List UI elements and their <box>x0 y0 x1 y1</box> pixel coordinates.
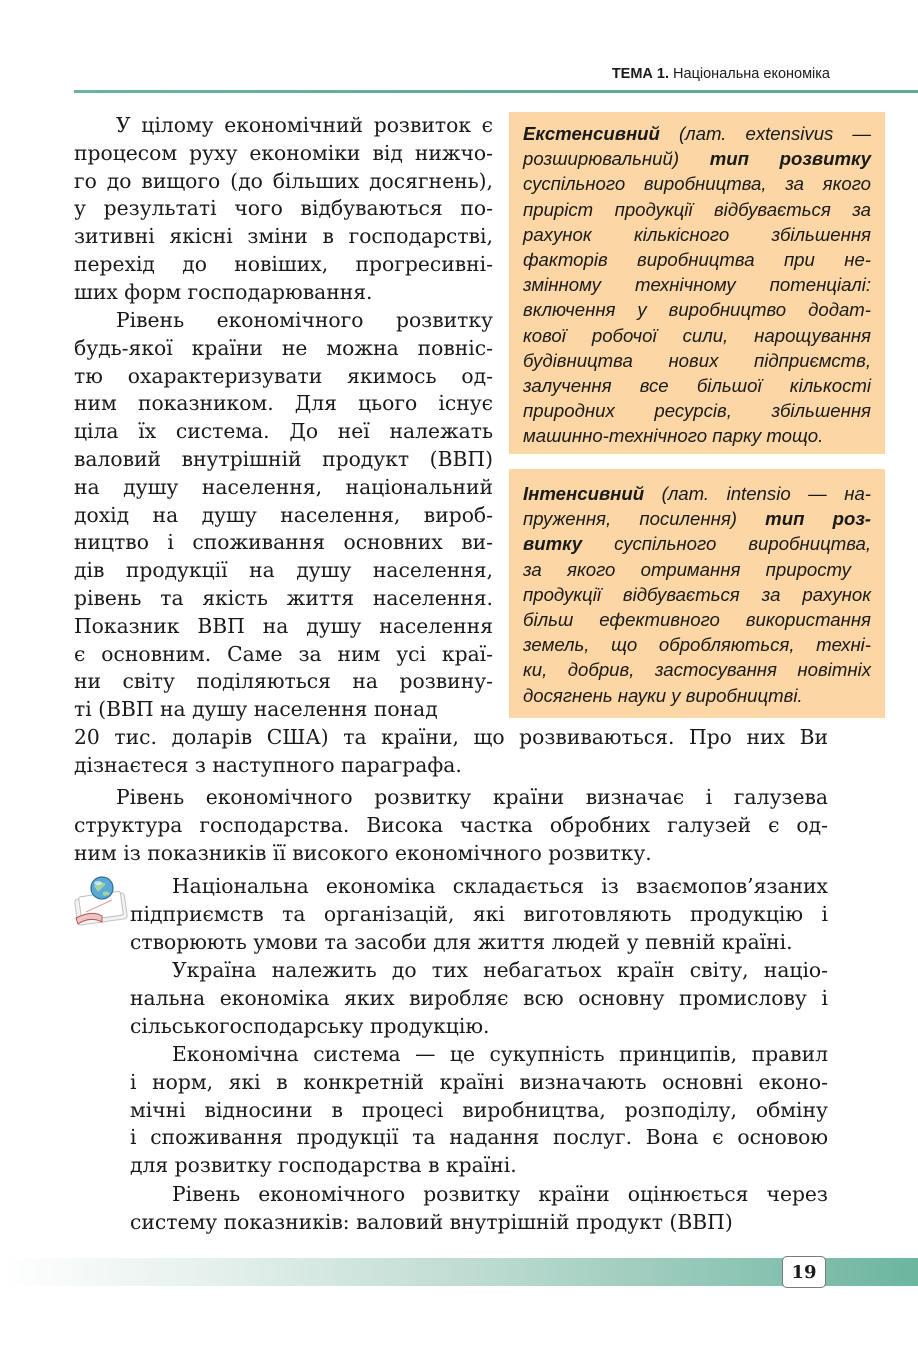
definition-text: рахунок кількісного збільшення <box>523 223 871 245</box>
text-line: перехід до новіших, прогресивні- <box>74 251 493 276</box>
text-line: для розвитку господарства в країні. <box>130 1153 517 1178</box>
definition-line <box>523 373 871 398</box>
defined-term: Екстенсивний <box>523 123 660 144</box>
text-line: тю охарактеризувати якимось од- <box>74 363 493 388</box>
definition-text: (лат. extensivus — <box>659 123 871 144</box>
text-line: ни світу поділяються на розвину- <box>74 669 493 694</box>
text-line: нальна економіка яких виробляє всю основну промислову і <box>130 985 828 1010</box>
definition-line <box>523 582 871 607</box>
text-line: підприємств та організацій, які виготовляють продукцію і <box>130 901 828 926</box>
text-line: Україна належить до тих небагатьох країн світу, націо- <box>172 958 828 982</box>
paragraph-development-level <box>74 307 493 724</box>
text-line: валовий внутрішній продукт (ВВП) <box>74 446 493 471</box>
definition-line <box>523 683 871 708</box>
definition-text: розширювальний) <box>523 148 710 170</box>
text-line: структура господарства. Висока частка обробних галузей є од- <box>74 812 828 837</box>
summary-indicators <box>130 1181 828 1237</box>
text-line: ним із показників її високого економічного розвитку. <box>74 840 652 865</box>
definition-line <box>523 632 871 657</box>
defined-term: витку <box>523 533 583 555</box>
paragraph-economic-development <box>74 112 493 307</box>
defined-phrase: тип розвитку <box>709 148 871 170</box>
definition-text: змінному технічному потенціалі: <box>523 274 871 296</box>
text-line: Рівень економічного розвитку країни оцінюється через <box>172 1182 828 1206</box>
definition-line <box>523 323 871 348</box>
text-line: дів продукції на душу населення, <box>74 558 493 583</box>
definition-text: земель, що обробляються, техні- <box>523 634 871 656</box>
text-line: і споживання продукції та надання послуг. Вона є основою <box>130 1125 828 1150</box>
definition-text: включення у виробництво додат- <box>523 299 871 321</box>
text-line: Рівень економічного розвитку <box>116 308 493 332</box>
text-line: ціла їх система. До неї належать <box>74 419 493 444</box>
text-line: Національна економіка складається із взаємопов’язаних <box>172 874 828 898</box>
text-line: у результаті чого відбуваються по- <box>74 196 493 221</box>
text-line: мічні відносини в процесі виробництва, розподілу, обміну <box>130 1097 828 1122</box>
text-line: рівень та якість життя населення. <box>74 585 493 610</box>
definition-line <box>523 657 871 682</box>
definition-text: природних ресурсів, збільшення <box>523 400 871 422</box>
definition-line <box>523 247 871 272</box>
text-line: є основним. Саме за ним усі краї- <box>74 641 493 666</box>
text-line: Показник ВВП на душу населення <box>74 613 493 638</box>
text-line: Економічна система — це сукупність принципів, правил <box>172 1042 828 1066</box>
definition-line <box>523 531 871 556</box>
text-line: дохід на душу населення, вироб- <box>74 502 493 527</box>
text-line: ших форм господарювання. <box>74 279 373 304</box>
definition-line <box>523 348 871 373</box>
definition-line <box>523 197 871 222</box>
text-line: на душу населення, національний <box>74 474 493 499</box>
definition-text: досягнень науки у виробництві. <box>523 684 803 706</box>
text-line: У цілому економічний розвиток є <box>116 113 493 137</box>
definition-text: залучення все більшої кількості <box>523 375 871 397</box>
summary-ukraine <box>130 957 828 1040</box>
paragraph-development-level-tail <box>74 724 828 780</box>
definition-line <box>523 121 871 146</box>
defined-phrase: тип роз- <box>765 508 872 530</box>
text-line: і норм, які в конкретній країні визначають основні еконо- <box>130 1069 828 1094</box>
definition-extensive <box>509 112 885 454</box>
definition-line <box>523 146 871 171</box>
definition-text: (лат. intensio — на- <box>644 483 871 504</box>
text-line: будь-якої країни не можна повніс- <box>74 335 493 360</box>
footer-bar <box>0 1258 918 1286</box>
definition-line <box>523 222 871 247</box>
definition-text: будівництва нових підприємств, <box>523 349 871 371</box>
definition-line <box>523 557 871 582</box>
definition-text: продукції відбувається за рахунок <box>523 583 871 605</box>
definition-text: факторів виробництва при не- <box>523 249 871 271</box>
text-line: сільськогосподарську продукцію. <box>130 1013 490 1038</box>
definition-text: більш ефективного використання <box>523 609 871 631</box>
page-number: 19 <box>782 1256 826 1288</box>
running-header <box>612 66 830 82</box>
definition-line <box>523 272 871 297</box>
topic-label: ТЕМА 1. <box>611 66 670 82</box>
topic-title: Національна економіка <box>669 66 830 82</box>
text-line: ним показником. Для цього існує <box>74 391 493 416</box>
definition-text: суспільного виробництва, <box>582 533 871 555</box>
summary-economic-system <box>130 1041 828 1180</box>
definition-line <box>523 171 871 196</box>
text-line: створюють умови та засоби для життя людей у певній країні. <box>130 929 793 954</box>
definition-line <box>523 398 871 423</box>
definition-text: суспільного виробництва, за якого <box>523 173 871 195</box>
definition-text: пруження, посилення) <box>523 508 766 530</box>
definition-line <box>523 423 871 448</box>
defined-term: Інтенсивний <box>523 483 645 504</box>
definition-text: ки, добрив, застосування новітніх <box>523 659 871 681</box>
definition-text: за якого отримання приросту <box>523 558 851 580</box>
paragraph-branch-structure <box>74 784 828 867</box>
header-rule <box>74 90 918 93</box>
text-line: систему показників: валовий внутрішній продукт (ВВП) <box>130 1209 733 1234</box>
text-line: 20 тис. доларів США) та країни, що розвиваються. Про них Ви <box>74 725 828 749</box>
definition-line <box>523 481 871 506</box>
summary-national-economy <box>130 873 828 956</box>
text-line: го до вищого (до більших досягнень), <box>74 168 493 193</box>
text-line: ті (ВВП на душу населення понад <box>74 697 438 722</box>
definition-line <box>523 607 871 632</box>
text-line: зитивні якісні зміни в господарстві, <box>74 224 493 249</box>
text-line: процесом руху економіки від нижчо- <box>74 140 493 165</box>
definition-intensive <box>509 469 885 718</box>
notebook-globe-icon <box>72 874 130 926</box>
text-line: дізнаєтеся з наступного параграфа. <box>74 752 462 777</box>
definition-text: приріст продукції відбувається за <box>523 198 871 220</box>
definition-line <box>523 506 871 531</box>
text-line: Рівень економічного розвитку країни визначає і галузева <box>116 785 828 809</box>
definition-text: машинно-технічного парку тощо. <box>523 425 824 447</box>
definition-line <box>523 297 871 322</box>
text-line: ництво і споживання основних ви- <box>74 530 493 555</box>
definition-text: кової робочої сили, нарощування <box>523 324 871 346</box>
